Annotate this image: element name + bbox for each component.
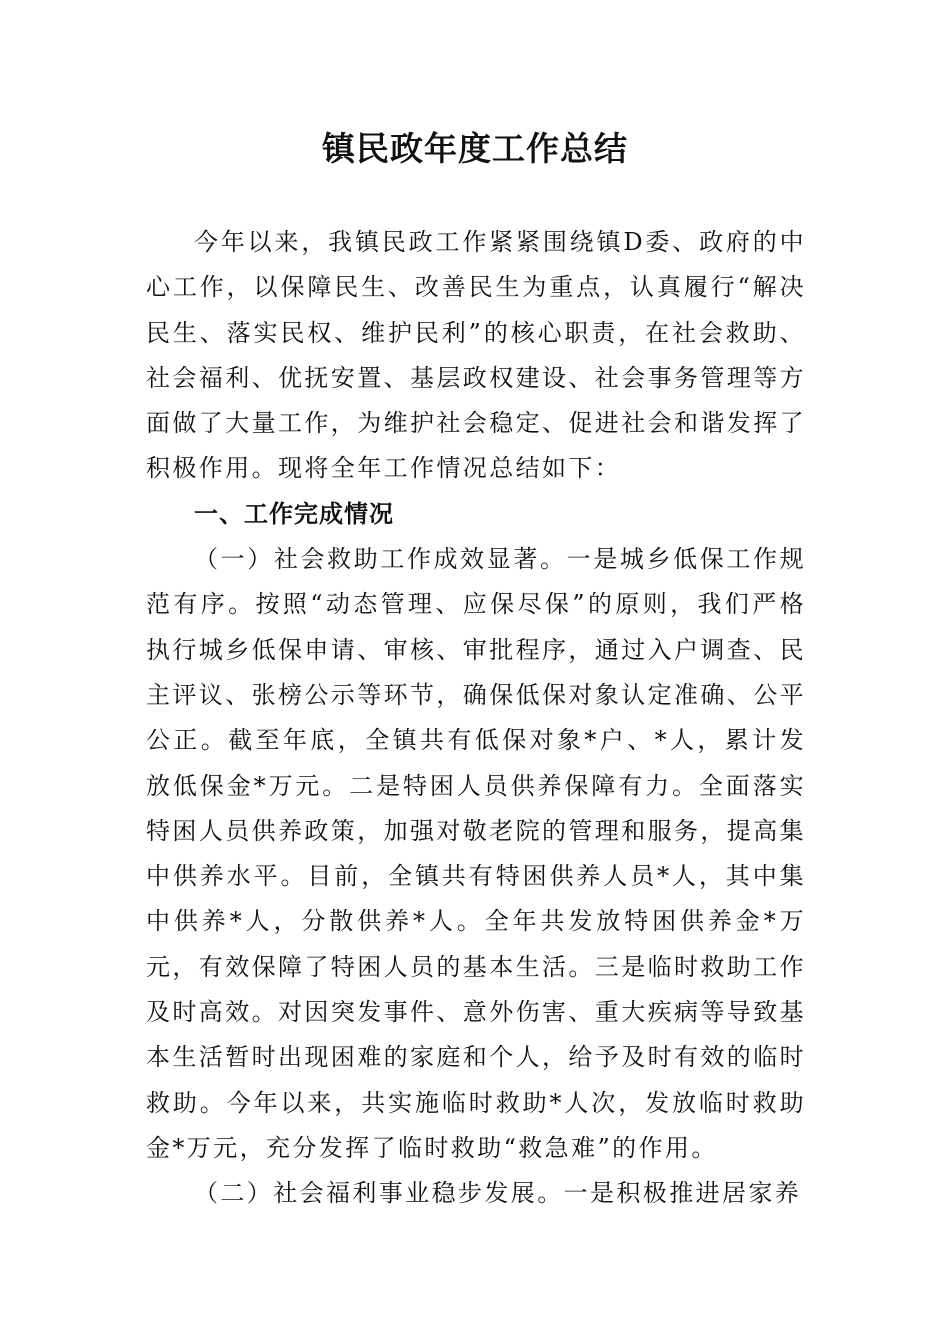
paragraph-social-welfare: （二）社会福利事业稳步发展。一是积极推进居家养 [194,1179,802,1208]
paragraph-social-assistance: （一）社会救助工作成效显著。一是城乡低保工作规范有序。按照“动态管理、应保尽保”的原则，我们严格执行城乡低保申请、审核、审批程序，通过入户调查、民主评议、张榜公示等环节，确保低保对象认定准确、公平公正。截至年底，全镇共有低保对象*户、*人，累计发放低保金*万元。二是特困人员供养保障有力。全面落实特困人员供养政策，加强对敬老院的管理和服务，提高集中供养水平。目前，全镇共有特困供养人员*人，其中集中供养*人，分散供养*人。全年共发放特困供养金*万元，有效保障了特困人员的基本生活。三是临时救助工作及时高效。对因突发事件、意外伤害、重大疾病等导致基本生活暂时出现困难的家庭和个人，给予及时有效的临时救助。今年以来，共实施临时救助*人次，发放临时救助金*万元，充分发挥了临时救助“救急难”的作用。 [146,545,806,1162]
intro-paragraph: 今年以来，我镇民政工作紧紧围绕镇D委、政府的中心工作，以保障民生、改善民生为重点，认真履行“解决民生、落实民权、维护民利”的核心职责，在社会救助、社会福利、优抚安置、基层政权建设、社会事务管理等方面做了大量工作，为维护社会稳定、促进社会和谐发挥了积极作用。现将全年工作情况总结如下： [146,228,806,483]
document-body [146,220,806,1217]
document-title: 镇民政年度工作总结 [322,129,628,168]
section-heading-1: 一、工作完成情况 [194,499,394,528]
